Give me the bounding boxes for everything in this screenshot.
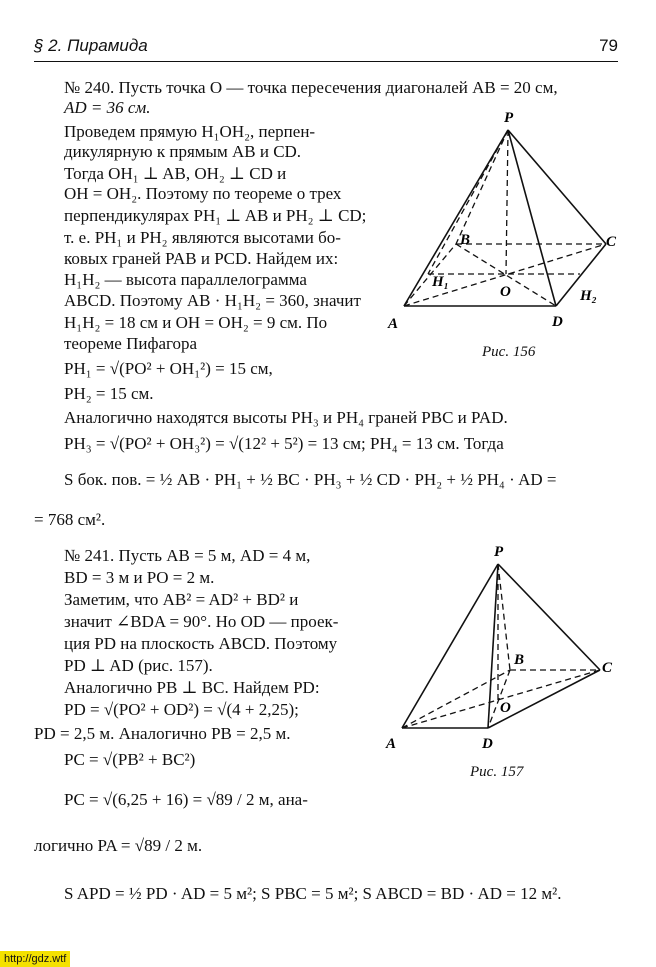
page-number: 79	[599, 36, 618, 55]
label-o: O	[500, 700, 511, 716]
edge-pa	[402, 564, 498, 728]
p240-line-12: теореме Пифагора	[64, 334, 198, 353]
p241-line-12: S APD = ½ PD · AD = 5 м²; S PBC = 5 м²; S ABCD = BD · AD = 12 м².	[64, 884, 562, 903]
p240-line-6: перпендикулярах PH₁ ⊥ AB и PH₂ ⊥ CD;	[64, 206, 367, 225]
p240-line-14: PH₂ = 15 см.	[64, 384, 154, 403]
label-d: D	[482, 736, 493, 752]
p241-line-4: ция PD на плоскость ABCD. Поэтому	[64, 634, 338, 653]
edge-pd	[488, 564, 498, 728]
edge-pc	[508, 130, 606, 244]
p240-line-2: Проведем прямую H₁OH₂, перпен-	[64, 122, 316, 141]
edge-dc	[488, 670, 600, 728]
label-o: O	[500, 284, 511, 300]
label-b: B	[460, 232, 471, 248]
p240-line-1: AD = 36 см.	[64, 98, 151, 117]
p241-line-7: PD = √(PO² + OD²) = √(4 + 2,25);	[64, 700, 299, 719]
figure-156-pyramid	[380, 106, 630, 336]
label-p: P	[504, 110, 514, 126]
caption-fig-157: Рис. 157	[470, 764, 524, 780]
label-d: D	[552, 314, 563, 330]
label-h2: H₂	[580, 288, 597, 304]
watermark-link[interactable]: http://gdz.wtf	[0, 951, 70, 967]
figure-157-pyramid	[380, 542, 630, 752]
label-b: B	[514, 652, 525, 668]
p240-line-10: ABCD. Поэтому AB · H₁H₂ = 360, значит	[64, 291, 361, 310]
p240-line-11: H₁H₂ = 18 см и OH = OH₂ = 9 см. По	[64, 313, 328, 332]
p241-line-8: PD = 2,5 м. Аналогично PB = 2,5 м.	[34, 724, 291, 743]
caption-fig-156: Рис. 156	[482, 344, 536, 360]
p240-line-15: Аналогично находятся высоты PH₃ и PH₄ граней PBC и PAD.	[64, 408, 508, 427]
label-c: C	[606, 234, 617, 250]
label-p: P	[494, 544, 504, 560]
p240-line-9: H₁H₂ — высота параллелограмма	[64, 270, 307, 289]
page-header	[34, 36, 618, 60]
height-po	[506, 130, 508, 274]
p240-line-4: Тогда OH₁ ⊥ AB, OH₂ ⊥ CD и	[64, 164, 287, 183]
p241-line-1: BD = 3 м и PO = 2 м.	[64, 568, 215, 587]
edge-pa	[404, 130, 508, 306]
p241-line-0: № 241. Пусть AB = 5 м, AD = 4 м,	[64, 546, 311, 565]
p240-line-8: ковых граней PAB и PCD. Найдем их:	[64, 249, 339, 268]
p240-line-0: № 240. Пусть точка O — точка пересечения диагоналей AB = 20 см,	[64, 78, 558, 97]
edge-pb-hidden	[498, 564, 510, 670]
section-title: § 2. Пирамида	[34, 36, 148, 55]
p241-line-9: PC = √(PB² + BC²)	[64, 750, 196, 769]
edge-pd	[508, 130, 556, 306]
p240-line-16: PH₃ = √(PO² + OH₃²) = √(12² + 5²) = 13 см; PH₄ = 13 см. Тогда	[64, 434, 504, 453]
p241-line-3: значит ∠BDA = 90°. Но OD — проек-	[64, 612, 339, 631]
p240-line-13: PH₁ = √(PO² + OH₁²) = 15 см,	[64, 359, 273, 378]
label-h1: H₁	[432, 274, 449, 290]
header-rule	[34, 61, 618, 62]
p240-line-5: OH = OH₂. Поэтому по теореме о трех	[64, 184, 342, 203]
label-c: C	[602, 660, 613, 676]
p241-line-5: PD ⊥ AD (рис. 157).	[64, 656, 213, 675]
p241-line-11: логично PA = √89 / 2 м.	[34, 836, 203, 855]
label-a: A	[388, 316, 399, 332]
edge-pb-hidden	[456, 130, 508, 244]
p241-line-6: Аналогично PB ⊥ BC. Найдем PD:	[64, 678, 320, 697]
p240-line-3: дикулярную к прямым AB и CD.	[64, 142, 302, 161]
segment-ph1	[428, 130, 508, 274]
p241-line-10: PC = √(6,25 + 16) = √89 / 2 м, ана-	[64, 790, 308, 809]
label-a: A	[386, 736, 397, 752]
p240-line-18: = 768 см².	[34, 510, 106, 529]
p240-line-7: т. е. PH₁ и PH₂ являются высотами бо-	[64, 228, 341, 247]
p241-line-2: Заметим, что AB² = AD² + BD² и	[64, 590, 299, 609]
p240-line-17: S бок. пов. = ½ AB · PH₁ + ½ BC · PH₃ + ½ CD · PH₂ + ½ PH₄ · AD =	[64, 470, 557, 489]
